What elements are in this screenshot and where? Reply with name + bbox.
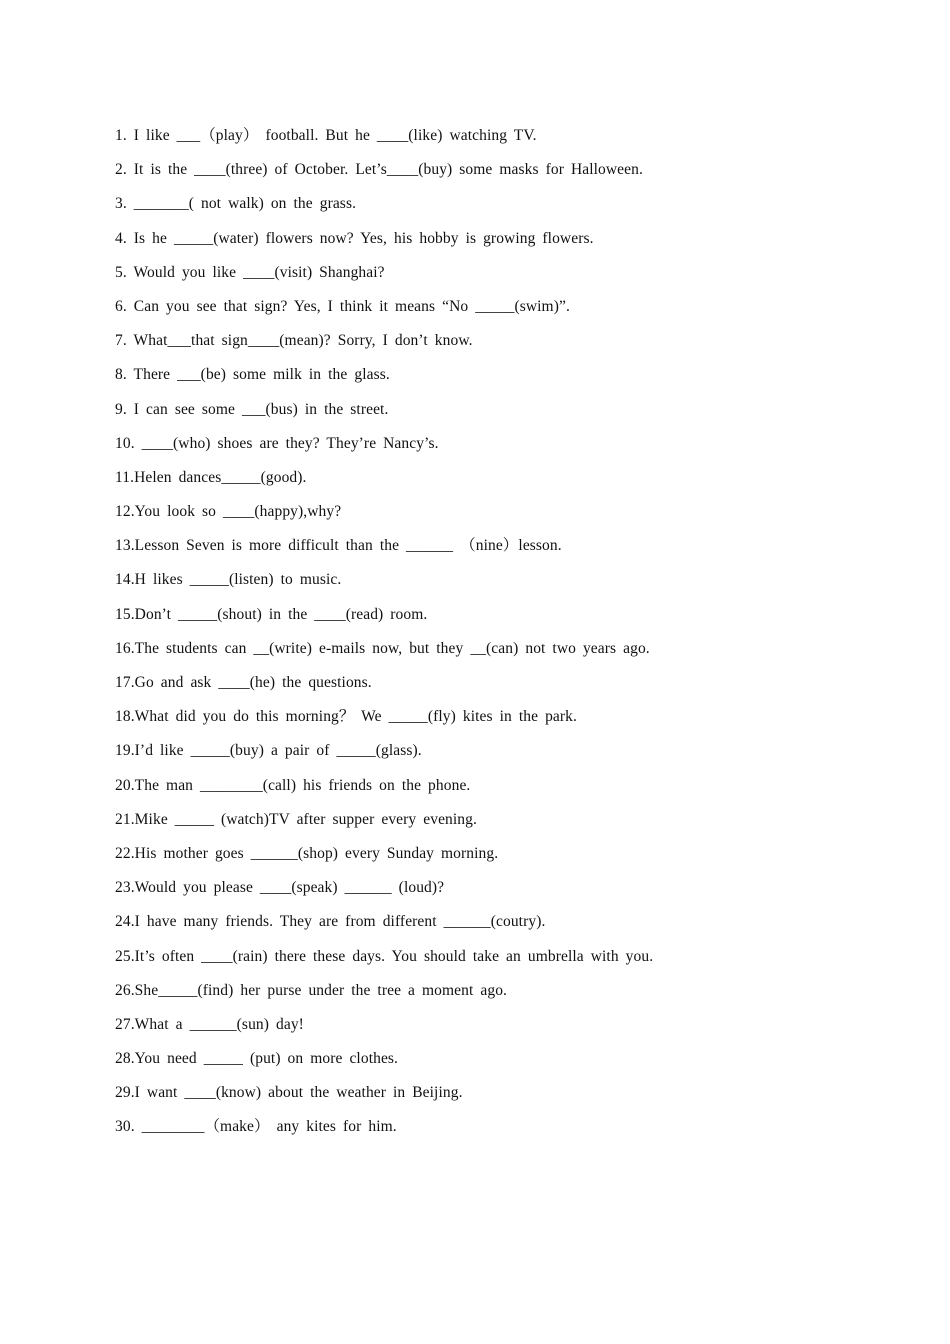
exercise-item-5: 5. Would you like ____(visit) Shanghai? (115, 263, 385, 281)
exercise-item-8: 8. There ___(be) some milk in the glass. (115, 366, 390, 384)
exercise-list (115, 124, 835, 1150)
exercise-item-13: 13.Lesson Seven is more difficult than the ______ （nine）lesson. (115, 537, 562, 555)
exercise-item-26: 26.She_____(find) her purse under the tree a moment ago. (115, 981, 508, 999)
exercise-item-20: 20.The man ________(call) his friends on the phone. (115, 776, 471, 794)
exercise-item-25: 25.It’s often ____(rain) there these days. You should take an umbrella with you. (115, 947, 654, 965)
exercise-item-10: 10. ____(who) shoes are they? They’re Nancy’s. (115, 434, 439, 452)
exercise-item-24: 24.I have many friends. They are from different ______(coutry). (115, 913, 546, 931)
exercise-item-1: 1. I like ___（play） football. But he ____(like) watching TV. (115, 127, 537, 144)
exercise-item-17: 17.Go and ask ____(he) the questions. (115, 674, 372, 691)
exercise-item-30: 30. ________（make） any kites for him. (115, 1118, 397, 1136)
exercise-item-3: 3. _______( not walk) on the grass. (115, 195, 357, 213)
exercise-item-15: 15.Don’t _____(shout) in the ____(read) room. (115, 605, 428, 623)
exercise-item-2: 2. It is the ____(three) of October. Let’s____(buy) some masks for Halloween. (115, 161, 643, 179)
exercise-item-27: 27.What a ______(sun) day! (115, 1015, 304, 1033)
exercise-item-9: 9. I can see some ___(bus) in the street. (115, 400, 389, 418)
exercise-item-22: 22.His mother goes ______(shop) every Sunday morning. (115, 844, 499, 862)
exercise-item-6: 6. Can you see that sign? Yes, I think it means “No _____(swim)”. (115, 297, 570, 315)
exercise-item-23: 23.Would you please ____(speak) ______ (loud)? (115, 879, 445, 897)
exercise-item-18: 18.What did you do this morning？ We _____(fly) kites in the park. (115, 708, 578, 726)
exercise-item-29: 29.I want ____(know) about the weather in Beijing. (115, 1084, 463, 1102)
exercise-item-19: 19.I’d like _____(buy) a pair of _____(glass). (115, 742, 422, 760)
exercise-item-12: 12.You look so ____(happy),why? (115, 503, 342, 521)
exercise-item-28: 28.You need _____ (put) on more clothes. (115, 1050, 399, 1068)
exercise-item-7: 7. What___that sign____(mean)? Sorry, I don’t know. (115, 332, 473, 350)
exercise-item-21: 21.Mike _____ (watch)TV after supper every evening. (115, 810, 477, 828)
exercise-item-4: 4. Is he _____(water) flowers now? Yes, his hobby is growing flowers. (115, 229, 594, 247)
exercise-item-14: 14.H likes _____(listen) to music. (115, 571, 342, 589)
exercise-item-16: 16.The students can __(write) e-mails now, but they __(can) not two years ago. (115, 639, 650, 657)
exercise-item-11: 11.Helen dances_____(good). (115, 468, 307, 486)
